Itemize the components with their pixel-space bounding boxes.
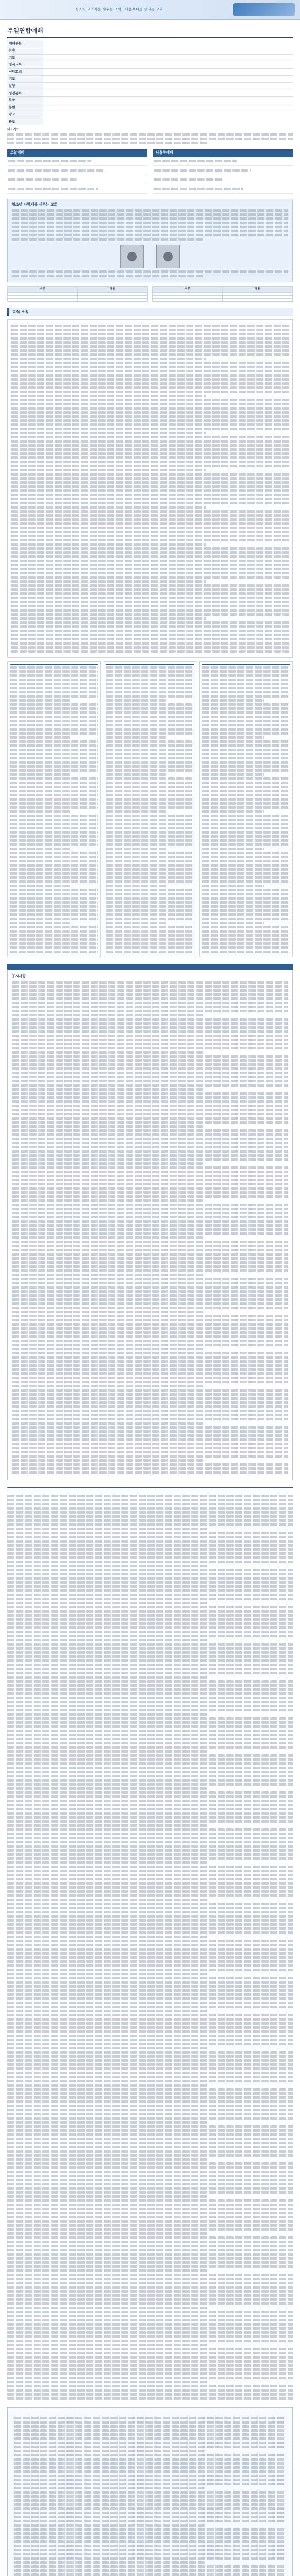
person-photo bbox=[120, 245, 144, 268]
order-row: 신앙고백 bbox=[7, 69, 293, 76]
order-row: 찬양 bbox=[7, 82, 293, 90]
table-right: 구분 내용 bbox=[152, 286, 293, 301]
order-row: 성경봉독 bbox=[7, 90, 293, 97]
table-row bbox=[153, 300, 293, 301]
next-worship-header: 다음주예배 bbox=[153, 149, 293, 156]
sermon-section bbox=[7, 1487, 293, 2400]
top-banner bbox=[0, 0, 300, 20]
table-left: 구분 내용 bbox=[7, 286, 148, 301]
worship-header bbox=[7, 23, 293, 38]
page-title: 주일연합예배 bbox=[7, 27, 43, 35]
order-row: 광고 bbox=[7, 111, 293, 118]
slogan: 청소년 교역자를 세우는 교회 · 다음세대를 살리는 교회 bbox=[75, 7, 163, 12]
info-tables bbox=[7, 286, 293, 301]
order-of-worship bbox=[7, 40, 293, 125]
order-row: 기도 bbox=[7, 76, 293, 83]
table-row bbox=[8, 300, 148, 301]
order-row: 축도 bbox=[7, 118, 293, 125]
three-columns bbox=[7, 661, 293, 957]
order-row: 예배부름 bbox=[7, 40, 293, 47]
today-worship-header: 오늘예배 bbox=[7, 149, 147, 156]
closing-message bbox=[7, 2407, 293, 2576]
person-photo bbox=[156, 245, 180, 268]
church-logo bbox=[233, 3, 295, 16]
order-row: 봉헌 bbox=[7, 104, 293, 111]
prayer-text: 대표기도 bbox=[7, 127, 293, 144]
order-row: 말씀 bbox=[7, 97, 293, 104]
news-panel bbox=[7, 319, 293, 658]
worship-schedule bbox=[7, 149, 293, 193]
ministry-box: 청소년 사역자를 세우는 교회 bbox=[7, 199, 293, 282]
order-row: 성시교독 bbox=[7, 61, 293, 69]
order-row: 기도 bbox=[7, 54, 293, 61]
news-heading: 교회 소식 bbox=[7, 308, 293, 316]
order-row: 찬송 bbox=[7, 47, 293, 54]
notice-section: 공지사항 bbox=[7, 964, 293, 1480]
